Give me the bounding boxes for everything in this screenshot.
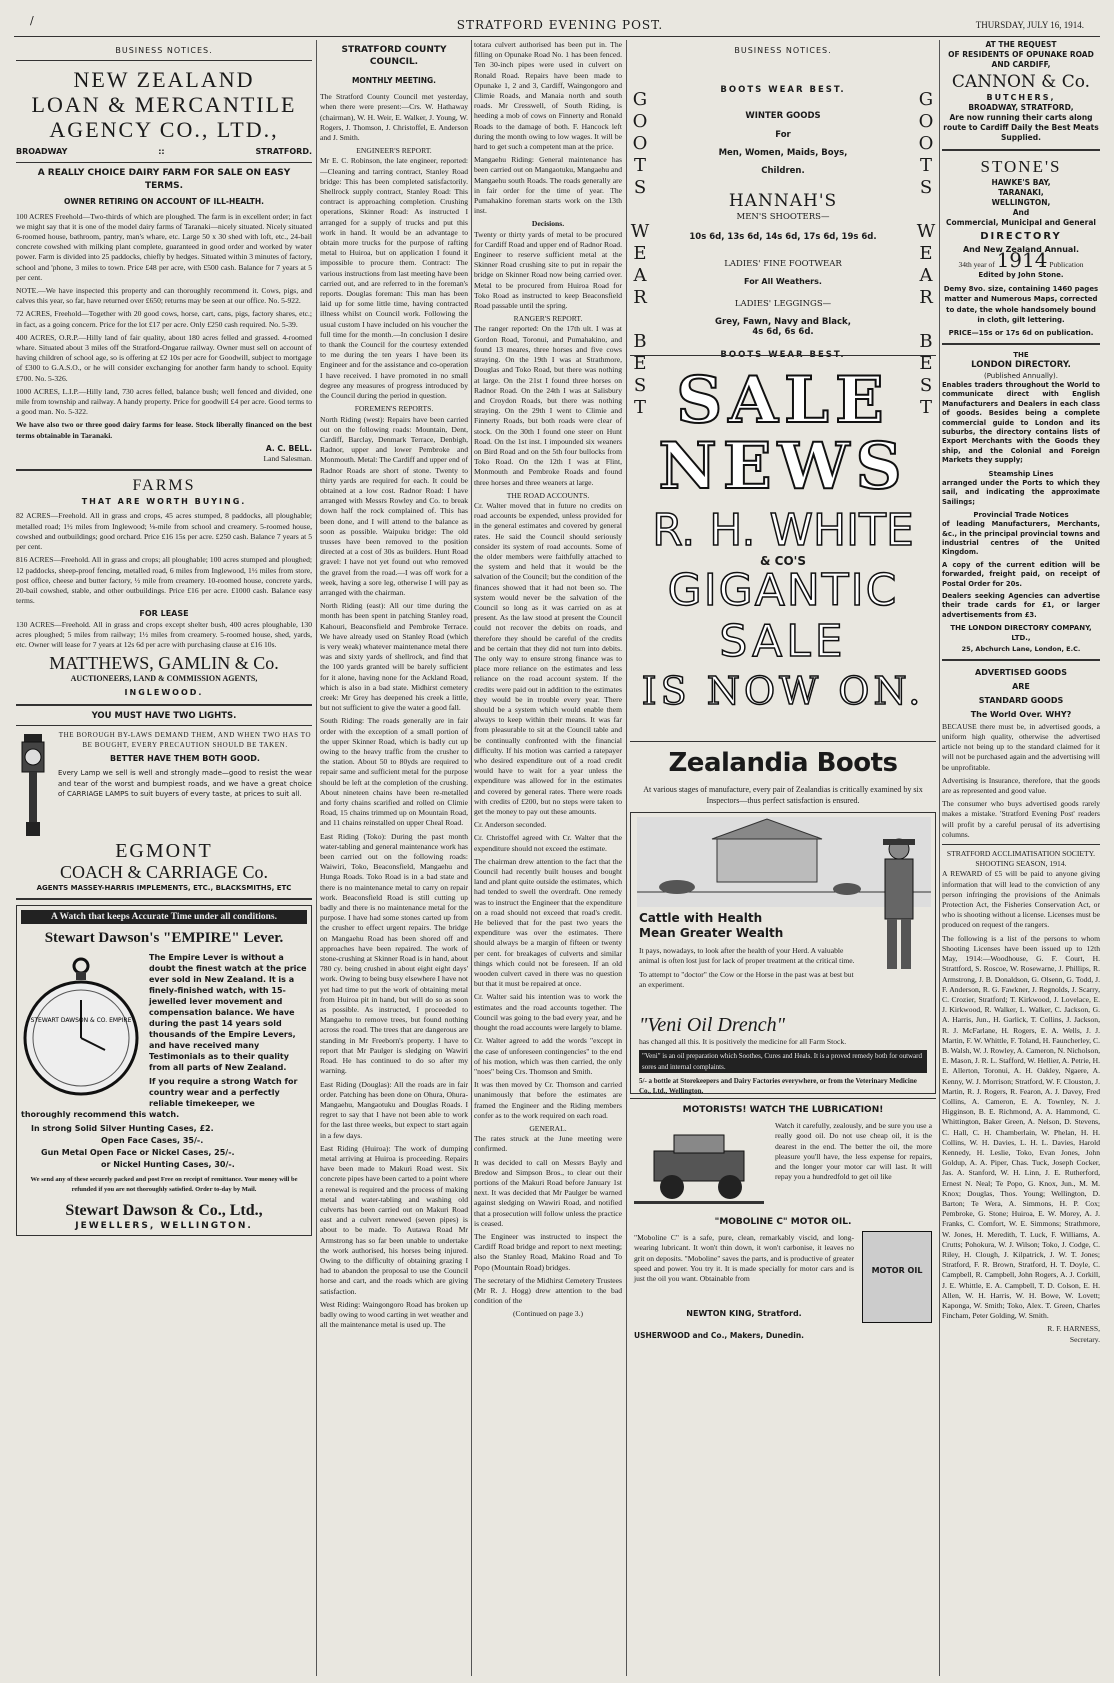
london-text: arranged under the Ports to which they sail, and indicating the approximate Sailings; — [942, 478, 1100, 506]
london-subheading: Provincial Trade Notices — [973, 510, 1069, 519]
side-slogan-left: G O O T S W E A R B E S T — [630, 89, 650, 419]
hannah-line: WINTER GOODS — [745, 111, 821, 122]
hannah-prices-2: 4s 6d, 6s 6d. — [752, 327, 814, 338]
motor-car-icon — [634, 1121, 764, 1211]
veni-text: To attempt to "doctor" the Cow or the Horse in the past was at best but an experiment. — [639, 969, 854, 989]
acclimatisation-text: A REWARD of £5 will be paid to anyone giving information that will lead to the conviction of any person infringing the provisions of the Animals Protection Act, the Fisheries Conservation Act, or who is shooting without a license. Licenses must be produced on request of the rangers. — [942, 869, 1100, 930]
london-text: of leading Manufacturers, Merchants, &c., in the principal provincial towns and industrial centres of the United Kingdom. — [942, 520, 1100, 557]
hannah-prices: 10s 6d, 13s 6d, 14s 6d, 17s 6d, 19s 6d. — [689, 232, 877, 243]
acclimatisation-subheading: SHOOTING SEASON, 1914. — [975, 859, 1067, 869]
stones-line: TARANAKI, — [998, 187, 1044, 197]
sale-word-1: SALE — [676, 363, 890, 439]
council-subtitle: MONTHLY MEETING. — [351, 76, 437, 85]
egmont-title: EGMONT — [115, 839, 213, 862]
nzlm-listing: 100 ACRES Freehold—Two-thirds of which are ploughed. The farm is in excellent order; in fact we might say that it is one of the model dairy farms of Taranaki—nicely situated. Nicely situated 6-roomed house, bathroom, pantry, man's whare, etc. Large 50 x 30 shed with loft, etc., 24-bail concrete cowshed with milking plant complete, guaranteed in good order and worked by water power. Farm is divided into 25 paddocks, chiefly by hedges. Situated within 3 minutes of factory, school and 'phone, 3 miles to town. Price £48 per acre, with £500 cash. Balance for 7 years at 5 per cent. — [16, 211, 312, 282]
cannon-subtitle: BUTCHERS, — [986, 92, 1056, 102]
lights-advert — [16, 711, 312, 893]
article-paragraph: The secretary of the Midhirst Cemetery Trustees (Mr R. J. Hogg) drew attention to the bad condition of the — [474, 1275, 622, 1306]
nzlm-title-2: LOAN & MERCANTILE — [31, 92, 297, 118]
advertised-heading: ADVERTISED GOODS — [975, 667, 1067, 677]
london-text: A copy of the current edition will be forwarded, freight paid, on receipt of Postal Order for 20s. — [942, 560, 1100, 588]
london-title: LONDON DIRECTORY. — [971, 360, 1071, 371]
nzlm-listing: 72 ACRES, Freehold—Together with 20 good cows, horse, cart, cans, pigs, factory shares, etc.; in fact, as a going concern. Price for the lot £17 per acre. Only £250 cash required. No. 5-39. — [16, 309, 312, 329]
column-3 — [474, 40, 622, 1680]
farms-subtitle: THAT ARE WORTH BUYING. — [81, 497, 247, 507]
paper-title: STRATFORD EVENING POST. — [456, 18, 664, 32]
acclimatisation-signature-title: Secretary. — [1069, 1334, 1100, 1344]
article-paragraph: Cr. Walter moved that in future no credits on road accounts be expended, unless provided for in the general estimates and covered by general rates. He said the Council should seriously consider its system of road accounts. Some of the older members were faithfully attached to the system and held that it would be the salvation of the Council; but the condition of the finances showed that it had not been so. The system would never be the salvation of the Council so long as it was carried on as at present. As the law stood at present the Council could not recover the debits on roads, and therefore they should be careful of the credits and be certain that they did not turn into debits. The only way to ensure strong finance was to place more reliance on the estimates and less reliance on the road account system. If the credits were paid out in addition to the estimates they would be in trouble every year. There should be a system which would enable them always to keep within their means. It was far from pleasurable to sit at the Council table and be continually confronted with the financial difficulty. If his motion was carried a ratepayer who desired expenditure out of a road credit would have to wait for a year unless the expenditure was allowed for in the estimates and covered by general rates. There were roads with credits of £200, but no steps were taken to get the money to pay out these amounts. — [474, 500, 622, 817]
article-paragraph: Cr. Walter agreed to add the words "except in the case of unforeseen contingencies" to the end of his motion, which was then carried, the only "noes" being Crs. Thomson and Smith. — [474, 1036, 622, 1076]
article-paragraph: The ranger reported: On the 17th ult. I was at Gordon Road, Toronui, and Pumahakino, and found 13 meares, three horses and five cows straying. On the 19th I was at Strathmore, Douglas and Toko Road, but there was nothing at large. On the 21st I found three horses on Radnor Road. On the 24th I was at Salisbury and Croydon Roads, but there was nothing straying. On the 29th I went to Climie and Finnerty Roads, but both roads were clear of stock. On the 30th I found one steer on Hunt Road. On the 1st inst. I impounded six weaners on Bird Road and on the 5th four bullocks from Toko Road. On the 12th I was at Flint, Monmouth and Pembroke Roads and found three horses and three weaners at large. — [474, 324, 622, 487]
article-paragraph: Mangaehu Riding: General maintenance has been carried out on Mangaotuku, Mangaehu and Mangaehu south Roads. The roads generally are in fair order for the time of year. The Pumahakino foreman starts work on the 13th inst. — [474, 155, 622, 216]
acclimatisation-signature: R. F. HARNESS, — [1047, 1324, 1100, 1334]
article-subheading: THE ROAD ACCOUNTS. — [506, 490, 590, 500]
lights-better: BETTER HAVE THEM BOTH GOOD. — [110, 754, 260, 764]
egmont-subtitle: COACH & CARRIAGE Co. — [59, 861, 269, 882]
egmont-agents: AGENTS MASSEY-HARRIS IMPLEMENTS, ETC., BLACKSMITHS, ETC — [36, 883, 292, 892]
article-paragraph: East Riding (Toko): During the past month water-tabling and general maintenance work has been carried out on the following roads: Waiwiri, Toko, Beaconsfield, Mangaehu and Hunga Roads. Toko Road is in a bad state and there is no maintenance metal to carry on repair work. Beaconsfield Road is still cutting up badly and there is no maintenance metal for the purpose. I have had some stones carted up from the crusher to effect urgent repairs. The bridge on Mangaehu Road has been shored off and approaches have been repaired. The work of stone-crushing at Skinner Road is in hand, about 780 cy. being crushed in about eight eight days' work. Owing to being busy elsewhere I have not yet had time to put the work of obtaining metal from Huiroa pit in hand, but will do so as soon as possible. As instructed, I proceeded to Mangaehu to remove trees, but found nothing across the road. The trees that are dangerous are standing in Mr Freeborn's property. I have to report that Mr Paulger is sledging on Wawiri Road. He has continued to do so after my warning. — [320, 831, 468, 1076]
hannah-line: Men, Women, Maids, Boys, — [718, 147, 848, 158]
nzlm-advert — [16, 67, 312, 464]
stones-year-suffix: Publication — [1049, 259, 1084, 269]
london-text: Dealers seeking Agencies can advertise their trade cards for £1, or larger advertisements from £3. — [942, 592, 1100, 619]
veni-text: "Veni" is an oil preparation which Soothes, Cures and Heals. It is a proved remedy both for outward sores and internal complaints. — [639, 1050, 927, 1072]
zealandia-title: Zealandia Boots — [668, 748, 898, 779]
lights-title: YOU MUST HAVE TWO LIGHTS. — [91, 710, 237, 721]
watch-note: We send any of these securely packed and post Free on receipt of remittance. Your money will be refunded if you are not thoroughly satisfied. Order to-day by Mail. — [30, 1176, 298, 1194]
watch-top: A Watch that keeps Accurate Time under all conditions. — [21, 910, 307, 924]
farmer-figure-icon — [869, 833, 929, 973]
hannah-slogan-bottom: BOOTS WEAR BEST. — [720, 349, 846, 360]
article-paragraph: East Riding (Huiroa): The work of dumping metal arriving at Huiroa is proceeding. Repairs have been made to Makuri Road west. Six concrete pipes have been carted to a point where a renewal is required and the process of making metal and water-tabling and washing old culverts has been carried out on Makuri Road east and a culvert renewed (seven pipes) is about to be made. To Autawa Road Mr Armstrong has so far been unable to undertake the work authorised, his horses being injured. Owing to the difficulty of obtaining grazing I had to abandon the proposal to use the Council horse and cart, and the roads which are giving satisfaction. — [320, 1143, 468, 1296]
column-1 — [16, 40, 312, 1680]
article-subheading: GENERAL. — [529, 1123, 567, 1133]
firm-town: INGLEWOOD. — [124, 688, 204, 698]
oil-tin-label: MOTOR OIL — [871, 1266, 923, 1276]
issue-date: THURSDAY, JULY 16, 1914. — [975, 20, 1084, 30]
nzlm-note: NOTE.—We have inspected this property and can thoroughly recommend it. Cows, pigs, and calves this year, so far, have returned over £650; returns may be seen at our office. No. 5-922. — [16, 286, 312, 306]
masthead — [0, 14, 1114, 34]
stones-text: Demy 8vo. size, containing 1460 pages matter and Numerous Maps, corrected to date, the whole handsomely bound in cloth, gilt lettering. — [943, 285, 1099, 324]
watch-advert — [16, 905, 312, 1236]
watch-price: Open Face Cases, 35/-. — [101, 1136, 204, 1146]
veni-headline: Cattle with Health — [639, 911, 763, 926]
stones-year: 1914 — [996, 247, 1048, 272]
stones-editor: Edited by John Stone. — [978, 271, 1064, 280]
article-paragraph: It was decided to call on Messrs Bayly and Bredow and Simpson Bros., to clear out their portions of the Makuri Road before January 1st next. It was decided that Mr Paulger be warned against sledging on Wawiri Road, and notified that a prosecution will follow unless the practice is ceased. — [474, 1157, 622, 1228]
acclimatisation-heading: STRATFORD ACCLIMATISATION SOCIETY. — [946, 849, 1096, 859]
column-divider — [316, 40, 317, 1676]
watch-body: The Empire Lever is without a doubt the finest watch at the price ever sold in New Zealand. It is a finely-finished watch, with 15-jewelled lever movement and compensation balance. We have during the past 14 years sold thousands of the Empire Levers, and have received many Testimonials as to their quality from all parts of New Zealand. — [149, 953, 307, 1073]
cannon-title: CANNON & Co. — [951, 71, 1091, 92]
hannah-colours: Grey, Fawn, Navy and Black, — [715, 317, 851, 328]
column-5 — [942, 40, 1100, 1680]
nzlm-headline-2: TERMS. — [144, 181, 184, 192]
advertised-text: The consumer who buys advertised goods rarely makes a mistake. 'Stratford Evening Post' readers will profit by a careful perusal of its advertising columns. — [942, 799, 1100, 839]
article-paragraph: Mr E. C. Robinson, the late engineer, reported:—Cleaning and tarring contract, Stanley Road bridge: This has been completed satisfactorily. Shellrock supply contract, Stanley Road: This contract is approaching completion. Crushing operations, Skinner Road: As instructed I arranged for a supply of trucks and put this work in hand. It would be an advantage to obtain more trucks for the purpose of rafting metal to Huiroa, but on application I found it impossible to procure them. Contract: The various instructions from last meeting have been carried out, and are referred to in the foreman's reports. Douglas foreman: This man has been laid up for some little time, having contracted illness whilst on Council work. Following the usual custom I have included on his voucher the full time for the month.—In conclusion I desire to thank the Council for the courtesy extended to me during the ten years I have been its Engineer and for the assistance and co-operation I have received. I have promoted in no small degree any measures of progress introduced by the Council during the period in question. — [320, 156, 468, 401]
article-subheading: FOREMEN'S REPORTS. — [354, 404, 434, 414]
moboline-text-2: "Moboline C" is a safe, pure, clean, remarkably viscid, and long-wearing lubricant. It won't thin down, it won't carbonise, it leaves no grit on deposits. "Moboline" saves the parts, and is productive of greater speed and power. You try it. It is made specially for motor cars and is just the oil you want. Obtainable from — [634, 1233, 854, 1284]
watch-price: or Nickel Hunting Cases, 30/-. — [101, 1160, 235, 1170]
hannah-ladies: LADIES' FINE FOOTWEAR — [724, 258, 842, 269]
advertised-heading: ARE — [1012, 681, 1030, 691]
article-subheading: Decisions. — [531, 219, 565, 229]
veni-brand: "Veni Oil Drench" — [639, 1014, 786, 1037]
nzlm-owner-note: OWNER RETIRING ON ACCOUNT OF ILL-HEALTH. — [64, 197, 264, 207]
article-paragraph: North Riding (east): All our time during the month has been spent in patching Stanley road, Kahouri, Beaconsfield and Pembroke Terrace. We have already used on Stanley Road (which is very weak) whatever maintenance metal there was and sixty yards of shellrock, and find that the 100 yards granted will be barely sufficient for it alone, having none for the Ackland Road, which is also in a bad state. Midhirst cemetery creek: Mr Grey has deepened his creek a little, but not sufficient to give the water a good fall. — [320, 601, 468, 713]
moboline-maker: USHERWOOD and Co., Makers, Dunedin. — [634, 1331, 805, 1341]
nzlm-addr-left: BROADWAY — [16, 147, 68, 157]
veni-text: It pays, nowadays, to look after the health of your Herd. A valuable animal is often lost just for lack of proper treatment at the critical time. — [639, 946, 855, 966]
hannah-slogan-top: BOOTS WEAR BEST. — [720, 85, 846, 96]
london-firm: THE LONDON DIRECTORY COMPANY, LTD., — [950, 624, 1092, 643]
column-divider — [626, 40, 627, 1676]
moboline-agent: NEWTON KING, Stratford. — [686, 1309, 802, 1319]
farms-title: FARMS — [132, 477, 196, 495]
column-divider — [471, 40, 472, 1676]
hannah-line: Children. — [761, 166, 805, 177]
nzlm-listing: 1000 ACRES, L.I.P.—Hilly land, 730 acres felled, balance bush; well fenced and divided, one mile from township and railway. A handy property. Price for goodwill £4 per acre. Good terms to a good man. No. 5-322. — [16, 386, 312, 417]
nzlm-signature: A. C. BELL. — [265, 443, 312, 453]
article-paragraph: The Engineer was instructed to inspect the Cardiff Road bridge and report to next meeting; also the Stanley Road, Makino Road and To Popo (Mountain Road) bridges. — [474, 1231, 622, 1272]
masthead-rule — [14, 36, 1100, 37]
moboline-title: MOTORISTS! WATCH THE LUBRICATION! — [682, 1105, 884, 1116]
hannah-leggings: LADIES' LEGGINGS— — [734, 299, 832, 310]
section-heading: BUSINESS NOTICES. — [115, 46, 213, 55]
watch-price: In strong Solid Silver Hunting Cases, £2. — [31, 1124, 214, 1134]
cannon-text: Are now running their carts along route to Cardiff Daily the Best Meats Supplied. — [943, 113, 1099, 143]
article-paragraph: The chairman drew attention to the fact that the Council had recently built houses and bought land and plant quite outside the estimates, which had tended to swell the overdraft. One remedy was to instruct the Engineer that the expenditure on a road should not exceed that road's credit. He believed that for the past two years the expenditure was over the estimates. There should always be a margin of fifteen or twenty per cent. for breakages of culverts and similar things which could not be foreseen. If an old wooden culvert caved in there was no question but that it must be repaired at once. — [474, 856, 622, 989]
farm-listing: 130 ACRES—Freehold. All in grass and crops except shelter bush, 400 acres ploughable, 130 acres ploughed; 5 miles from railway; 1½ miles from creamery. 5-roomed house, shed, yards, etc. Owner will lease for 7 years at 12s 6d per acre with purchasing clause at £16 10s. — [16, 619, 312, 649]
moboline-brand: "MOBOLINE C" MOTOR OIL. — [714, 1217, 852, 1228]
nzlm-title-1: NEW ZEALAND — [73, 67, 255, 93]
continued-note: (Continued on page 3.) — [512, 1309, 584, 1319]
watch-title: Stewart Dawson's "EMPIRE" Lever. — [44, 930, 284, 947]
farm-listing: 82 ACRES—Freehold. All in grass and crops, 45 acres stumped, 8 paddocks, all ploughable; metalled road; 1½ miles from Inglewood; ⅛-mile from school and creamery. 5-roomed house, cowshed and outbuildings; good orchard. Price £16 15s per acre. £250 cash. Balance 7 years at 5 per cent. — [16, 511, 312, 552]
article-subheading: ENGINEER'S REPORT. — [356, 146, 432, 156]
sale-gigantic: GIGANTIC — [667, 565, 899, 617]
watch-dial-text: STEWART DAWSON & CO. EMPIRE — [30, 1017, 132, 1025]
advertised-text: Advertising is Insurance, therefore, that the goods are as represented and good value. — [942, 775, 1100, 796]
watch-body-2: If you require a strong Watch for country wear and a perfectly reliable timekeeper, we thoroughly recommend this watch. — [21, 1077, 298, 1120]
article-paragraph: West Riding: Waingongoro Road has broken up badly owing to wood carting in wet weather and all the maintenance metal is used up. The — [320, 1299, 468, 1330]
article-paragraph: North Riding (west): Repairs have been carried out on the following roads: Mountain, Dent, Cardiff, Barclay, Denmark Terrace, Denbigh, Radnor, upper and lower Pembroke and Monmouth. Metal: The Cardiff and upper end of Radnor Roads are short of stone. Twenty to thirty yards are required for each. It could be obtained at a low cost. Radnor Road: I have arranged with Messrs Rowley and Co. to break down half the rock complained of. This has been done, and I will attend to the balance as soon as possible. Waipuku bridge: The old trusses have been removed to the position directed at a cost of 30s as builders. Hunt Road gravel: I have not yet found out who removed the gravel from the road.—I was off work for a week, having a sore leg, otherwise I will pay as arranged with the chairman. — [320, 414, 468, 597]
veni-price: 5/- a bottle at Storekeepers and Dairy Factories everywhere, or from the Veterinary Medicine Co., Ltd., Wellington. — [639, 1076, 917, 1096]
london-published: (Published Annually). — [983, 371, 1059, 380]
nzlm-addr-mid: :: — [158, 147, 165, 157]
council-title-2: COUNCIL. — [369, 57, 419, 67]
veni-headline-2: Mean Greater Wealth — [639, 926, 784, 941]
stones-line: HAWKE'S BAY, — [991, 177, 1051, 187]
article-paragraph: Cr. Anderson seconded. — [474, 820, 547, 830]
advertised-text: BECAUSE there must be, in advertised goods, a uniform high quality, otherwise the advertised article not being up to the standard claimed for it will not be purchased again and the advertising will be unprofitable. — [942, 721, 1100, 772]
article-paragraph: Twenty or thirty yards of metal to be procured for Cardiff Road and upper end of Radnor Road. Engineer to reserve sufficient metal at the Skinner Road crushing site to put in repair the bridge on Skinner Road now being carried over. Metal to be procured from Huiroa Road for Toko Road as instructed to keep Beaconsfield Road passable until the spring. — [474, 229, 622, 311]
veni-text: has changed all this. It is positively the medicine for all Farm Stock. — [639, 1037, 847, 1047]
section-heading: BUSINESS NOTICES. — [734, 46, 832, 55]
lights-law: THE BOROUGH BY-LAWS DEMAND THEM, AND WHEN TWO HAS TO BE BOUGHT, EVERY PRECAUTION SHOULD BE TAKEN. — [58, 730, 312, 749]
nzlm-title-3: AGENCY CO., LTD., — [49, 117, 279, 143]
stones-directory: DIRECTORY — [980, 230, 1062, 242]
pocket-watch-icon — [21, 952, 141, 1102]
sale-word-3: SALE — [719, 616, 847, 668]
article-subheading: RANGER'S REPORT. — [513, 314, 583, 324]
hannah-shooters: MEN'S SHOOTERS— — [736, 212, 830, 223]
advertised-heading: The World Over. WHY? — [970, 709, 1072, 719]
stones-line: Commercial, Municipal and General — [946, 218, 1096, 228]
cannon-address: BROADWAY, STRATFORD, — [968, 102, 1074, 112]
request-heading: AT THE REQUEST — [985, 40, 1057, 49]
article-paragraph: The Stratford County Council met yesterday, when there were present:—Crs. W. Hathaway (chairman), W. H. Weir, E. Walker, J. Young, W. Rogers, J. Thomson, J. Christoffel, E. Anderson and J. Smith. — [320, 92, 468, 143]
stones-annual: And New Zealand Annual. — [962, 244, 1080, 254]
article-paragraph: East Riding (Douglas): All the roads are in fair order. Patching has been done on Ohura, Ohura-Mangaehu, Mangaotuku and Douglas Roads. I regret to say that I have not been able to work for the last three weeks, but expect to start again in a few days. — [320, 1079, 468, 1140]
farm-listing: 816 ACRES—Freehold. All in grass and crops; all ploughable; 100 acres stumped and ploughed; 12 paddocks, sheep-proof fencing, metalled road, 6 miles from Inglewood, 1½ miles from store, post office, cheese and butter factory, ½ mile from creamery. 10-roomed house, concrete yards, 20-bail cowshed, stable, and other outbuildings. Price £16 per acre. £1000 cash. Balance easy terms. — [16, 555, 312, 606]
hannah-line: For — [775, 129, 791, 140]
nzlm-headline-1: A REALLY CHOICE DAIRY FARM FOR SALE ON EASY — [37, 168, 291, 179]
lease-heading: FOR LEASE — [139, 609, 189, 619]
article-paragraph: totara culvert authorised has been put in. The filling on Opunake Road No. 1 has been fenced. Ten 30-inch pipes were used in culvert on Ronald Road. Repairs have been made to Opunake 1, 2 and 3, Cardiff, Waingongoro and Climie Roads, and Manaia north and south roads. Mr Cresswell, of South Riding, is heeding a mob of cows on Finnerty and Ronald Roads to the damage of both. F. Hancock left during the month owing to low wages. It will be hard to get such a competent man at the price. — [474, 40, 622, 152]
watch-price: Gun Metal Open Face or Nickel Cases, 25/-. — [41, 1148, 235, 1158]
watch-firm: Stewart Dawson & Co., Ltd., — [65, 1201, 263, 1219]
nzlm-listing: 400 ACRES, O.R.P.—Hilly land of fair quality, about 180 acres felled and grassed. 4-roomed whare. Situated about 3 miles off the Stratford-Ongarue railway. Owner must sell on account of having children of school age, so is offering at £2 10s per acre for Goodwill, subject to mortgage of £300 to G.A.S.O., or he will consider exchanging for another farm handy to school. Equity £700. No. 5-326. — [16, 332, 312, 383]
column-2 — [320, 40, 468, 1680]
carriage-lamp-icon — [16, 730, 50, 840]
advertised-heading: STANDARD GOODS — [978, 695, 1064, 705]
column-4 — [630, 40, 936, 1680]
article-paragraph: It was then moved by Cr. Thomson and carried unanimously that before the estimates are framed the Engineer and the Riding members confer as to the work required on each road. — [474, 1080, 622, 1120]
nzlm-addr-right: STRATFORD. — [255, 147, 312, 157]
farms-advert — [16, 476, 312, 698]
stones-line: And — [1012, 208, 1030, 218]
nzlm-lease-note: We have also two or three good dairy farms for lease. Stock liberally financed on the best terms obtainable in Taranaki. — [16, 420, 312, 440]
column-divider — [939, 40, 940, 1676]
article-paragraph: Cr. Christoffel agreed with Cr. Walter that the expenditure should not exceed the estimate. — [474, 833, 622, 853]
sale-advert — [630, 355, 936, 742]
zealandia-text: At various stages of manufacture, every pair of Zealandias is critically examined by six Inspectors—thus perfect satisfaction is ensured. — [643, 785, 923, 806]
sale-firm: R. H. WHITE — [652, 505, 914, 557]
sale-now-on: IS NOW ON. — [641, 669, 925, 714]
hannah-name: HANNAH'S — [728, 191, 838, 212]
london-address: 25, Abchurch Lane, London, E.C. — [961, 644, 1081, 653]
acclimatisation-list: The following is a list of the persons to whom Shooting Licenses have been issued up to 12th May, 1914:—Woodhouse, G. F. Court, H. Strattford, S. Roscoe, W. Rosewarne, J. Phillips, R. Armstrong, J. B. Donaldson, G. Olsenn, G. Todd, J. F. Anderson, R. G. Fawkner, J. Regnolds, J. Scarry, C. Crozier, Stratford; T. Kirkwood, J. Lovelace, E. J. Kirkwood, R. Walker, L. Walker, C. Jackson, G. A. Harris, Jun., H. Garlick, T. Collins, J. Jackson, R. J. McFarlane, H. Rogers, E. A. Wells, J. J. Martin, F. W. Whittle, F. Toland, H. Fauncherley, C. B. Walsh, W. J. Rowley, A. Cameron, N. Nicholson, E. Mason, J. R. L. Stafford, W. Hellier, A. Petrie, H. E. Allerton, Toronui, A. H. Oakley, Ngaere, A. Kenny, W. J. Morrison; Stratford, W. F. Clouston, J. Martin, R. J. Rogers, R. Fearon, A. J. Davey, Fred Collins, A. Cameron, E. A. Townley, N. J. Higginson, B. E. Richmond, A. A. Hammond, C. Whittington, Baker Green, A. Nelson, D. Stevens, C. Hall, C. H. Chamberlain, W. Phelan, H. H. Collins, W. H. Davies, L. H. L. Davies, Harold Kennedy, H. Leslie, Toko, Evan Jones, John Goldup, A. A. Piper, Chas. Tuck, Joseph Cocker, Jas. A. Stanford, W. H. Linn, J. E. Rutherford, Ernest N. Neal; Te Popo, G. Knox, Jun., M. M. Knox; Douglas, Thos. Young; Wellington, D. Barton; Te Wera, A. Simmons, H. P. Cox; Pembroke, G. Stone; Huiroa, E. W. Morey, A. J. Franks, C. Comfort, W. E. Simmons; Strathmore, W. Jones, H. Meredith, T. Luck, F. Williams, A. Crutts; Pohokura, W. J. Wilson; Toko, J. Codge, C. Riley, H. Clough, J. Kilpatrick, J. W. T. Jones; Stratford, F. R. Brown, Stratford, H. T. Doyle, C. Campbell, R. Campbell, John Rogers, A. J. Corkill, J. E. Whittle, E. A. Campbell, T. D. Colson, E. H. Allen, W. H. Harris, W. H. Bowe, W. Lovett; Kaponga, W. Smith; Toko, Alex. T. Green, Charles Fincham, Peter Golding, W. Smith. — [942, 933, 1100, 1321]
london-the: THE — [1013, 351, 1029, 360]
side-slogan-right: G O O T S W E A R B E S T — [916, 89, 936, 419]
article-paragraph: Cr. Walter said his intention was to work the estimates and the road accounts together. The Council was going to the bad every year, and he thought the road accounts were largely to blame. — [474, 992, 622, 1033]
stones-line: WELLINGTON, — [991, 198, 1051, 208]
london-subheading: Steamship Lines — [988, 469, 1054, 478]
moboline-text: Watch it carefully, zealously, and be sure you use a really good oil. Do not use cheap oil, it is the dearest in the end. The better the oil, the more pleasure you'll have, the less expense for repairs, and the longer your motor car will last. It will repay you a hundredfold to get oil like — [775, 1121, 932, 1182]
stones-title: STONE'S — [980, 156, 1062, 176]
firm-name: MATTHEWS, GAMLIN & Co. — [49, 653, 279, 674]
stones-year-prefix: 34th year of — [958, 259, 995, 269]
council-title: STRATFORD COUNTY — [341, 45, 447, 55]
nzlm-signature-title: Land Salesman. — [263, 454, 312, 464]
sale-word-2: NEWS — [658, 429, 908, 505]
veni-advert — [630, 812, 936, 1094]
london-text: Enables traders throughout the World to communicate direct with English Manufacturers and Dealers in each class of goods. Besides being a complete commercial guide to London and its suburbs, the directory contains lists of Export Merchants with the Goods they ship, and the Colonial and Foreign Markets they supply; — [942, 380, 1100, 465]
firm-subtitle: AUCTIONEERS, LAND & COMMISSION AGENTS, — [70, 674, 258, 684]
article-paragraph: South Riding: The roads generally are in fair order with the exception of a small portion of the upper Skinner Road, which is badly cut up owing to the heavy traffic from the crusher to the station. About 50 to 80yds are required to repair same and sufficient metal for the purpose should be left at the completion of the crushing. About nineteen chains have been re-metalled and forty chains scarified and rolled on Climie Road, 15 chains trimmed up on Mountain Road, and 11 chains reinstalled on upper Cheal Road. — [320, 716, 468, 828]
page-mark: / — [30, 14, 34, 27]
zealandia-advert — [630, 748, 936, 806]
stones-price: PRICE—15s or 17s 6d on publication. — [948, 329, 1094, 338]
article-paragraph: The rates struck at the June meeting were confirmed. — [474, 1134, 622, 1154]
request-heading-2: OF RESIDENTS OF OPUNAKE ROAD AND CARDIFF, — [948, 50, 1094, 70]
oil-tin-icon — [862, 1231, 932, 1323]
sale-firm-sub: & CO'S — [760, 554, 806, 569]
hannah-weathers: For All Weathers. — [744, 276, 822, 286]
watch-city: JEWELLERS, WELLINGTON. — [75, 1220, 253, 1231]
moboline-advert — [630, 1098, 936, 1349]
lights-body: Every Lamp we sell is well and strongly made—good to resist the wear and tear of the worst and bumpiest roads, and we have a great choice of CARRIAGE LAMPS to suit buyers of every taste, at prices to suit all. — [58, 769, 312, 798]
